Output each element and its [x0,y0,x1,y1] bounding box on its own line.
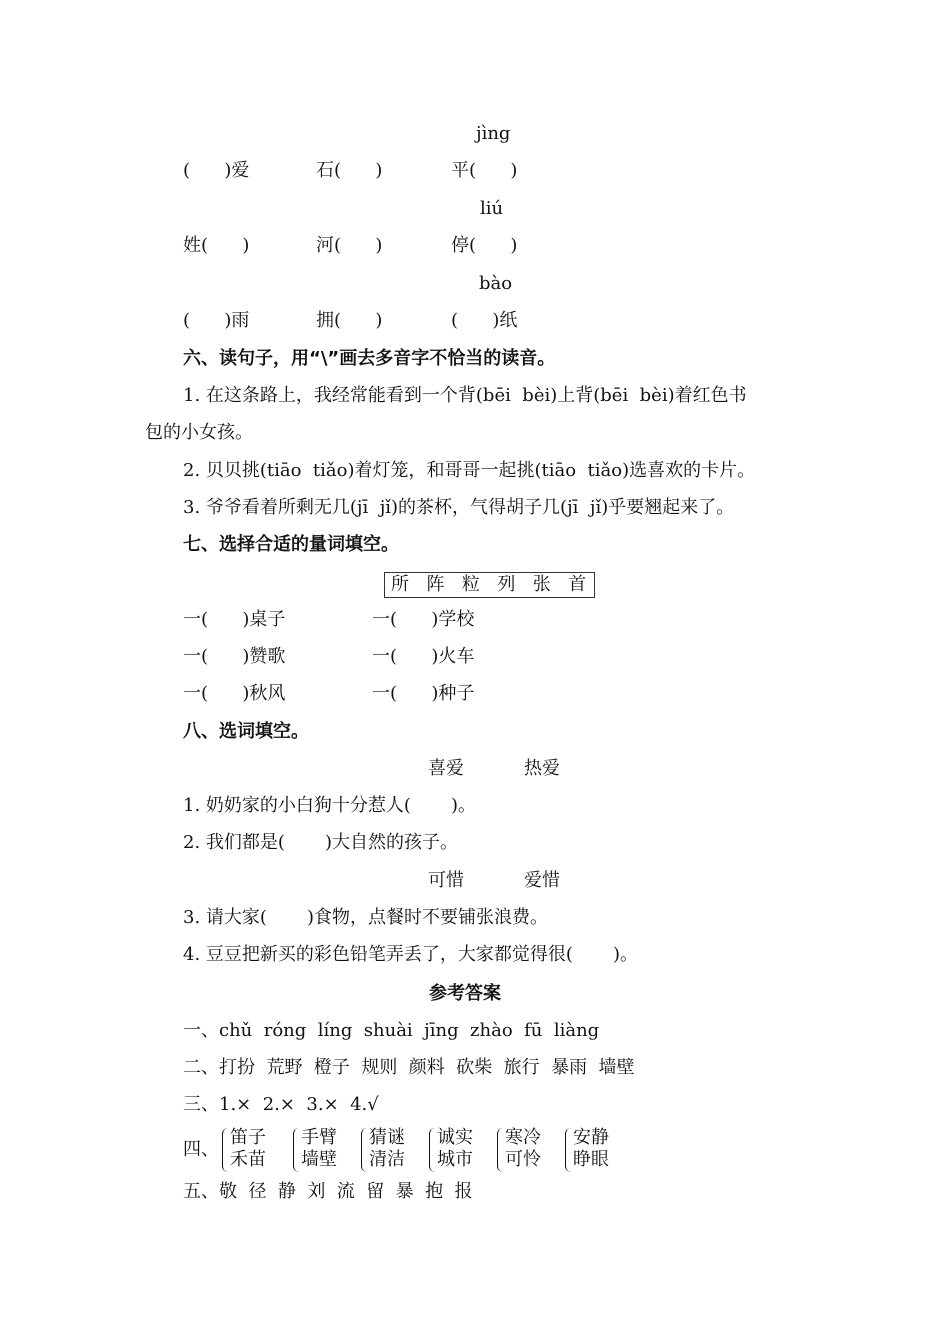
measure-word-box: 所 阵 粒 列 张 首 [384,572,595,598]
question-3: 3. 请大家( )食物，点餐时不要铺张浪费。 [183,907,548,928]
blank-item: ( )雨 [183,310,250,331]
blank-item: ( )爱 [183,160,250,181]
fill-item: 一( )火车 [372,646,475,667]
question-1-line-2: 包的小女孩。 [145,422,253,443]
question-3: 3. 爷爷看着所剩无几(jī jǐ)的茶杯，气得胡子几(jī jǐ)乎要翘起来了。 [183,497,735,518]
answer-2: 二、打扮 荒野 橙子 规则 颜料 砍柴 旅行 暴雨 墙壁 [183,1057,635,1078]
section-eight-heading: 八、选词填空。 [183,721,309,742]
answer-3: 三、1.× 2.× 3.× 4.√ [183,1094,379,1115]
word-bottom: 禾苗 [230,1149,266,1170]
blank-item: 河( ) [316,235,383,256]
fill-item: 一( )秋风 [183,683,286,704]
answers-title: 参考答案 [429,983,501,1004]
word-top: 安静 [573,1127,609,1148]
question-4: 4. 豆豆把新买的彩色铅笔弄丢了，大家都觉得很( )。 [183,944,638,965]
blank-item: 平( ) [451,160,518,181]
fill-item: 一( )桌子 [183,609,286,630]
question-2: 2. 我们都是( )大自然的孩子。 [183,832,458,853]
word-top: 笛子 [230,1127,266,1148]
word-top: 诚实 [437,1127,473,1148]
blank-item: ( )纸 [451,310,518,331]
blank-item: 停( ) [451,235,518,256]
brace-icon [222,1128,229,1172]
word-pair-group [222,1126,292,1174]
word-pair-group [565,1126,635,1174]
word-top: 猜谜 [369,1127,405,1148]
pinyin-bao: bào [479,273,513,294]
fill-item: 一( )学校 [372,609,475,630]
word-choice: 喜爱 [428,758,464,779]
word-choice: 爱惜 [524,870,560,891]
section-six-heading: 六、读句子，用“\”画去多音字不恰当的读音。 [183,348,556,369]
word-pair-group [497,1126,567,1174]
pinyin-jing: jìng [476,123,511,144]
brace-icon [293,1128,300,1172]
brace-icon [361,1128,368,1172]
word-choice: 可惜 [428,870,464,891]
word-top: 手臂 [301,1127,337,1148]
question-2: 2. 贝贝挑(tiāo tiǎo)着灯笼，和哥哥一起挑(tiāo tiǎo)选喜欢的卡片。 [183,460,756,481]
answer-5: 五、敬 径 静 刘 流 留 暴 抱 报 [183,1181,473,1202]
blank-item: 拥( ) [316,310,383,331]
blank-item: 石( ) [316,160,383,181]
word-choice: 热爱 [524,758,560,779]
word-bottom: 睁眼 [573,1149,609,1170]
word-pair-group [429,1126,499,1174]
answer-1: 一、chǔ róng líng shuài jīng zhào fū liàng [183,1020,600,1041]
word-pair-group [293,1126,363,1174]
question-1: 1. 奶奶家的小白狗十分惹人( )。 [183,795,476,816]
fill-item: 一( )赞歌 [183,646,286,667]
word-bottom: 城市 [437,1149,473,1170]
answer-4-label: 四、 [183,1139,219,1160]
word-pair-group [361,1126,431,1174]
word-bottom: 清洁 [369,1149,405,1170]
blank-item: 姓( ) [183,235,250,256]
brace-icon [497,1128,504,1172]
word-bottom: 墙壁 [301,1149,337,1170]
fill-item: 一( )种子 [372,683,475,704]
pinyin-liu: liú [480,198,504,219]
brace-icon [565,1128,572,1172]
word-bottom: 可怜 [505,1149,541,1170]
word-top: 寒冷 [505,1127,541,1148]
section-seven-heading: 七、选择合适的量词填空。 [183,534,399,555]
question-1-line-1: 1. 在这条路上，我经常能看到一个背(bēi bèi)上背(bēi bèi)着红色书 [183,385,747,406]
brace-icon [429,1128,436,1172]
